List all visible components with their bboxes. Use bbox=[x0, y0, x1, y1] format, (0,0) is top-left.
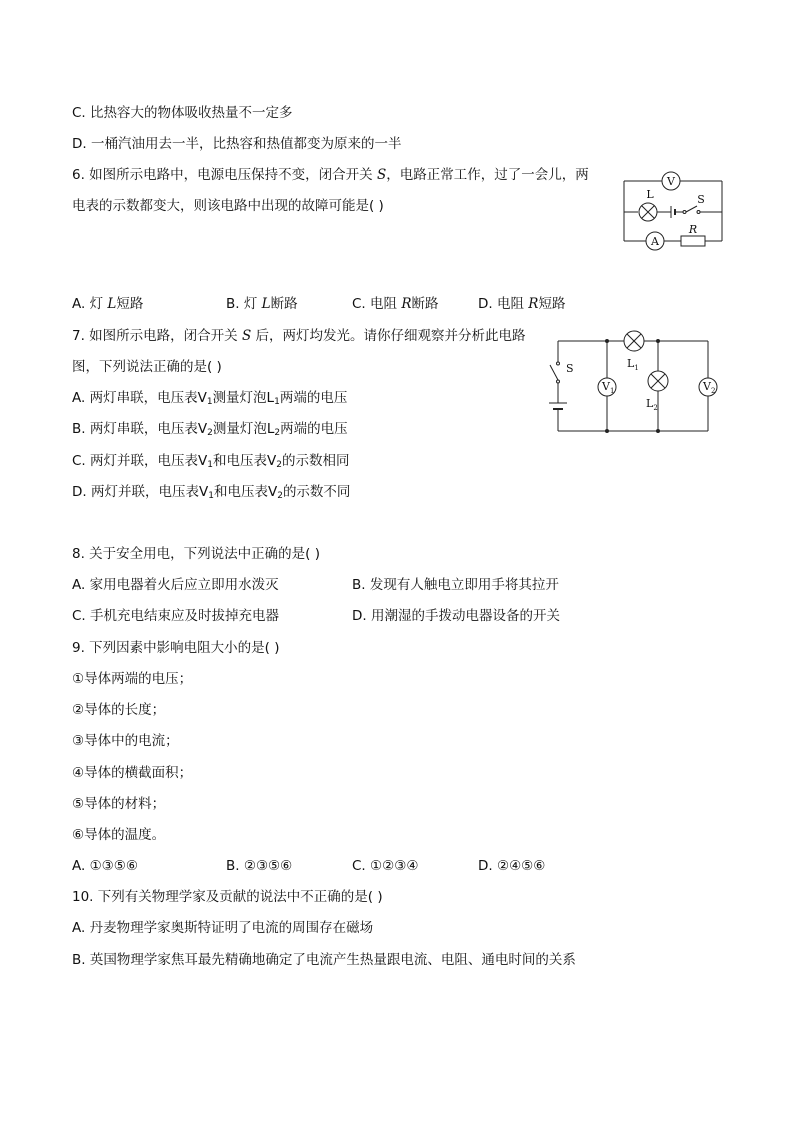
lamp1-label: $L_1$ bbox=[627, 357, 639, 372]
q10-option-a: A. 丹麦物理学家奥斯特证明了电流的周围存在磁场 bbox=[72, 920, 374, 936]
q5-option-c: C. 比热容大的物体吸收热量不一定多 bbox=[72, 105, 293, 121]
q10-option-b: B. 英国物理学家焦耳最先精确地确定了电流产生热量跟电流、电阻、通电时间的关系 bbox=[72, 952, 576, 968]
resistor-label: R bbox=[688, 223, 698, 236]
q8-option-b: B. 发现有人触电立即用手将其拉开 bbox=[352, 577, 559, 593]
q7-stem-line1: 7. 如图所示电路，闭合开关 S 后，两灯均发光。请你仔细观察并分析此电路 bbox=[72, 328, 526, 344]
q7-option-a: A. 两灯串联，电压表$V_1$测量灯泡$L_1$两端的电压 bbox=[72, 390, 348, 407]
lamp-label: L bbox=[646, 188, 654, 201]
q9-factor-6: ⑥导体的温度。 bbox=[72, 827, 166, 843]
q9-factor-1: ①导体两端的电压； bbox=[72, 671, 193, 687]
q9-factor-5: ⑤导体的材料； bbox=[72, 796, 166, 812]
switch-label: S bbox=[697, 193, 705, 206]
lamp2-label: $L_2$ bbox=[646, 397, 658, 412]
q8-option-c: C. 手机充电结束应及时拔掉充电器 bbox=[72, 608, 280, 624]
q6-circuit-diagram bbox=[618, 170, 730, 256]
q10-stem: 10. 下列有关物理学家及贡献的说法中不正确的是( ) bbox=[72, 889, 383, 905]
q9-option-d: D. ②④⑤⑥ bbox=[478, 858, 546, 874]
voltmeter1-label: $V_1$ bbox=[602, 380, 615, 395]
q9-option-c: C. ①②③④ bbox=[352, 858, 419, 874]
q7-option-b: B. 两灯串联，电压表$V_2$测量灯泡$L_2$两端的电压 bbox=[72, 421, 348, 438]
q8-option-d: D. 用潮湿的手拨动电器设备的开关 bbox=[352, 608, 560, 624]
q6-option-a: A. 灯 L短路 bbox=[72, 296, 144, 312]
q6-stem-line1: 6. 如图所示电路中，电源电压保持不变，闭合开关 S，电路正常工作，过了一会儿，两 bbox=[72, 167, 589, 183]
q9-option-a: A. ①③⑤⑥ bbox=[72, 858, 138, 874]
q9-option-b: B. ②③⑤⑥ bbox=[226, 858, 293, 874]
q6-option-c: C. 电阻 R断路 bbox=[352, 296, 439, 312]
q6-option-d: D. 电阻 R短路 bbox=[478, 296, 566, 312]
q9-factor-2: ②导体的长度； bbox=[72, 702, 166, 718]
q9-factor-4: ④导体的横截面积； bbox=[72, 765, 193, 781]
q9-stem: 9. 下列因素中影响电阻大小的是( ) bbox=[72, 640, 280, 656]
q5-option-d: D. 一桶汽油用去一半，比热容和热值都变为原来的一半 bbox=[72, 136, 402, 152]
q7-circuit-diagram bbox=[540, 325, 722, 437]
q8-option-a: A. 家用电器着火后应立即用水泼灭 bbox=[72, 577, 279, 593]
voltmeter-label: V bbox=[667, 175, 675, 188]
q7-option-c: C. 两灯并联，电压表$V_1$和电压表$V_2$的示数相同 bbox=[72, 453, 350, 470]
q6-option-b: B. 灯 L断路 bbox=[226, 296, 298, 312]
ammeter-label: A bbox=[651, 235, 659, 248]
voltmeter2-label: $V_2$ bbox=[703, 380, 716, 395]
q8-stem: 8. 关于安全用电，下列说法中正确的是( ) bbox=[72, 546, 320, 562]
q6-stem-line2: 电表的示数都变大，则该电路中出现的故障可能是( ) bbox=[72, 198, 384, 214]
q7-option-d: D. 两灯并联，电压表$V_1$和电压表$V_2$的示数不同 bbox=[72, 484, 351, 501]
q9-factor-3: ③导体中的电流； bbox=[72, 733, 179, 749]
q7-stem-line2: 图，下列说法正确的是( ) bbox=[72, 359, 222, 375]
switch-label: S bbox=[566, 362, 574, 375]
